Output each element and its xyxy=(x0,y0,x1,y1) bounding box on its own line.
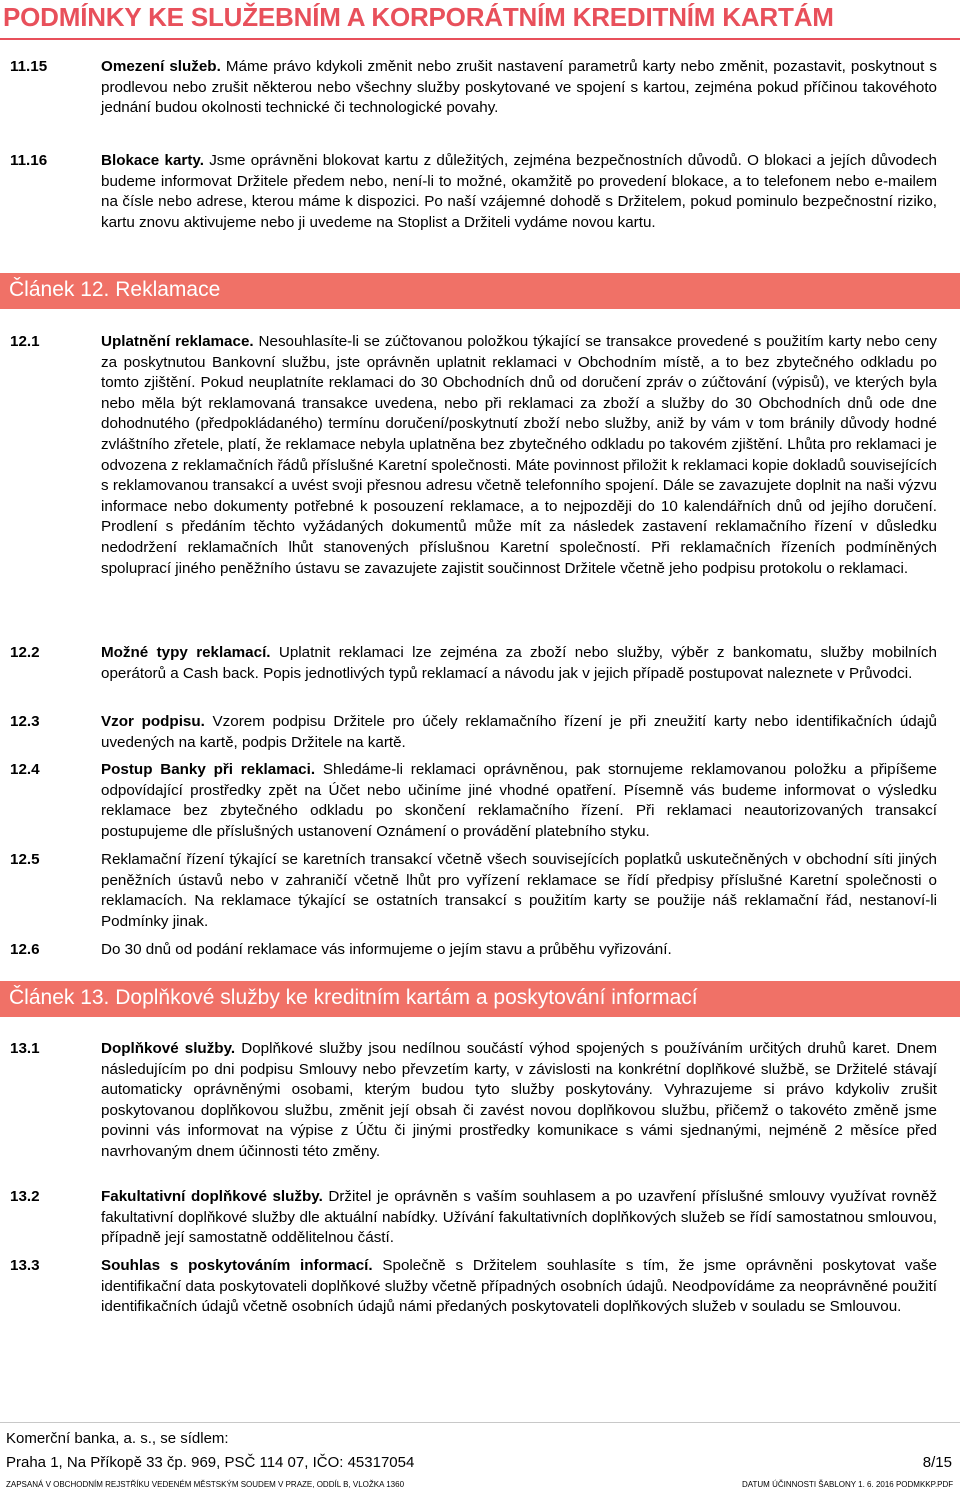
clause-lead: Omezení služeb. xyxy=(101,58,221,75)
clause-lead: Doplňkové služby. xyxy=(101,1040,236,1057)
clause-lead: Uplatnění reklamace. xyxy=(101,333,254,350)
section-title: Článek 12. Reklamace xyxy=(9,278,221,301)
clause-text: Držitel je oprávněn s vaším souhlasem a po uzavření příslušné smlouvy využívat rovněž fakultativní doplňkové služby dle aktuální nabídky. Užívání fakultativních doplňkových služeb se řídí samostatnou smlouvou, případně její samostatně oddělitelnou částí. xyxy=(101,1188,937,1247)
clause-body xyxy=(101,760,937,842)
clause-text: Uplatnit reklamaci lze zejména za zboží nebo služby, výběr z bankomatu, služby mobilních operátorů a Cash back. Popis jednotlivých typů reklamací a návodu jak v jejich případě postupovat naleznete v Průvodci. xyxy=(101,644,937,682)
clause-number: 12.5 xyxy=(10,851,40,868)
clause-number: 12.4 xyxy=(10,761,40,778)
clause-lead: Fakultativní doplňkové služby. xyxy=(101,1188,323,1205)
clause-body xyxy=(101,643,937,684)
clause-lead: Možné typy reklamací. xyxy=(101,644,271,661)
clause-number: 13.1 xyxy=(10,1040,40,1057)
clause-text: Vzorem podpisu Držitele pro účely reklamačního řízení je při zneužití karty nebo identifikačních údajů uvedených na kartě, podpis Držitele na kartě. xyxy=(101,713,937,751)
clause-number: 12.3 xyxy=(10,713,40,730)
clause-text: Do 30 dnů od podání reklamace vás informujeme o jejím stavu a průběhu vyřizování. xyxy=(101,941,672,958)
clause-number: 12.6 xyxy=(10,941,40,958)
footer-divider xyxy=(0,1422,960,1423)
clause-body xyxy=(101,1187,937,1249)
clause-text: Máme právo kdykoli změnit nebo zrušit nastavení parametrů karty nebo změnit, pozastavit, poskytnout s prodlevou nebo zrušit některou nebo všechny služby poskytované ve spojení s kartou, zejména pokud příčinou takovéhoto jednání budou okolnosti technické či technologické povahy. xyxy=(101,58,937,117)
footer-registration: ZAPSANÁ V OBCHODNÍM REJSTŘÍKU VEDENÉM MĚSTSKÝM SOUDEM V PRAZE, ODDÍL B, VLOŽKA 1360 xyxy=(6,1480,405,1489)
clause-body xyxy=(101,57,937,119)
clause-text: Reklamační řízení týkající se karetních transakcí včetně všech souvisejících poplatků uskutečněných v obchodní síti jiných peněžních ústavů nebo v zahraničí včetně lhůt pro vyřízení reklamace se řídí předpisy příslušné Karetní společnosti o reklamacích. Na reklamace týkající se ostatních transakcí s použitím karty se použije náš reklamační řád, nestanoví-li Podmínky jinak. xyxy=(101,851,937,930)
footer-template-validity: DATUM ÚČINNOSTI ŠABLONY 1. 6. 2016 PODMKKP.PDF xyxy=(742,1480,954,1489)
clause-body xyxy=(101,1256,937,1318)
clause-number: 12.1 xyxy=(10,333,40,350)
clause-text: Nesouhlasíte-li se zúčtovanou položkou týkající se transakce provedené s použitím karty nebo ceny za poskytnutou Bankovní službu, jste oprávněn uplatnit reklamaci v Obchodním místě, a to bez zbytečného odkladu po tomto zjištění. Pokud neuplatníte reklamaci do 30 Obchodních dnů od doručení zpráv o zúčtování (výpisů), ve kterých byla nebo měla být reklamovaná transakce uvedena, nebo při reklamaci za zboží a služby do 30 Obchodních dnů ode dne dohodnutého (předpokládaného) termínu doručení/poskytnutí zboží nebo služby, aniž by vám v tom bránily důvody hodné zvláštního zřetele, platí, že reklamace nebyla uplatněna bez zbytečného odkladu po takovém zjištění. Lhůta pro reklamaci je odvozena z reklamačních řádů příslušné Karetní společnosti. Máte povinnost přiložit k reklamaci kopie dokladů souvisejících s reklamovanou transakcí a uvést svoji přesnou adresu včetně telefonního spojení. Dále se zavazujete doplnit na naši výzvu informace nebo dokumenty potřebné k posouzení reklamace, a to nejpozději do 10 kalendářních dnů od jejího doručení. Prodlení s předáním těchto vyžádaných dokumentů může mít za následek zastavení reklamačního řízení v důsledku nedodržení reklamačních lhůt stanovených příslušnou Karetní společností. Při reklamačních řízeních podmíněných spoluprací jiného peněžního ústavu se zavazujete zajistit součinnost Držitele včetně jeho podpisu protokolu o reklamaci. xyxy=(101,333,937,577)
clause-body xyxy=(101,332,937,579)
clause-lead: Postup Banky při reklamaci. xyxy=(101,761,316,778)
clause-body xyxy=(101,151,937,233)
clause-text: Shledáme-li reklamaci oprávněnou, pak stornujeme reklamovanou položku a připíšeme odpovídající prostředky zpět na Účet nebo učiníme jiné vhodné opatření. Písemně vás budeme informovat o výsledku reklamace bez zbytečného odkladu po skončení reklamačního řízení. Při reklamaci neautorizovaných transakcí postupujeme dle příslušných ustanovení Oznámení o provádění platebního styku. xyxy=(101,761,937,840)
clause-number: 13.3 xyxy=(10,1257,40,1274)
page-header xyxy=(0,0,960,40)
section-heading-13 xyxy=(0,981,960,1017)
clause-number: 11.15 xyxy=(10,58,48,75)
clause-body xyxy=(101,940,937,961)
header-divider xyxy=(0,38,960,40)
clause-text: Společně s Držitelem souhlasíte s tím, že jsme oprávněni poskytovat vaše identifikační data poskytovateli doplňkové služby včetně případných osobních údajů. Neodpovídáme za neoprávněné použití identifikačních údajů včetně osobních údajů námi předaných poskytovateli doplňkových služeb v souladu se Smlouvou. xyxy=(101,1257,937,1316)
footer-company: Komerční banka, a. s., se sídlem: xyxy=(6,1430,229,1447)
section-title: Článek 13. Doplňkové služby ke kreditním kartám a poskytování informací xyxy=(9,986,698,1009)
footer-address: Praha 1, Na Příkopě 33 čp. 969, PSČ 114 07, IČO: 45317054 xyxy=(6,1454,415,1471)
clause-body xyxy=(101,1039,937,1163)
clause-body xyxy=(101,850,937,932)
clause-number: 13.2 xyxy=(10,1188,40,1205)
clause-number: 12.2 xyxy=(10,644,40,661)
document-title: PODMÍNKY KE SLUŽEBNÍM A KORPORÁTNÍM KREDITNÍM KARTÁM xyxy=(3,2,834,32)
clause-text: Jsme oprávněni blokovat kartu z důležitých, zejména bezpečnostních důvodů. O blokaci a jejích důvodech budeme informovat Držitele předem nebo, není-li to možné, okamžitě po provedení blokace, a to telefonem nebo e-mailem na čísle nebo adrese, kterou máme k dispozici. Po naší vzájemné dohodě s Držitelem, pokud pominulo bezpečnostní riziko, kartu znovu aktivujeme nebo ji uvedeme na Stoplist a Držiteli vydáme novou kartu. xyxy=(101,152,937,231)
clause-lead: Vzor podpisu. xyxy=(101,713,205,730)
section-heading-12 xyxy=(0,273,960,309)
clause-body xyxy=(101,712,937,753)
clause-lead: Souhlas s poskytováním informací. xyxy=(101,1257,373,1274)
clause-number: 11.16 xyxy=(10,152,48,169)
clause-lead: Blokace karty. xyxy=(101,152,204,169)
page-number: 8/15 xyxy=(922,1454,952,1471)
clause-text: Doplňkové služby jsou nedílnou součástí výhod spojených s používáním určitých druhů karet. Dnem následujícím po dni podpisu Smlouvy nebo převzetím karty, v závislosti na konkrétní doplňkové službě, se Držitelé stávají automaticky oprávněnými osobami, kterým budou tyto služby poskytovány. Vyhrazujeme si právo kdykoliv zrušit poskytovanou doplňkovou službu, změnit její obsah či zavést novou doplňkovou službu, přičemž o takovéto změně jsme povinni vás informovat na výpise z Účtu či jinými prostředky komunikace s vámi sjednanými, nejméně 2 měsíce před navrhovaným dnem účinnosti této změny. xyxy=(101,1040,937,1160)
